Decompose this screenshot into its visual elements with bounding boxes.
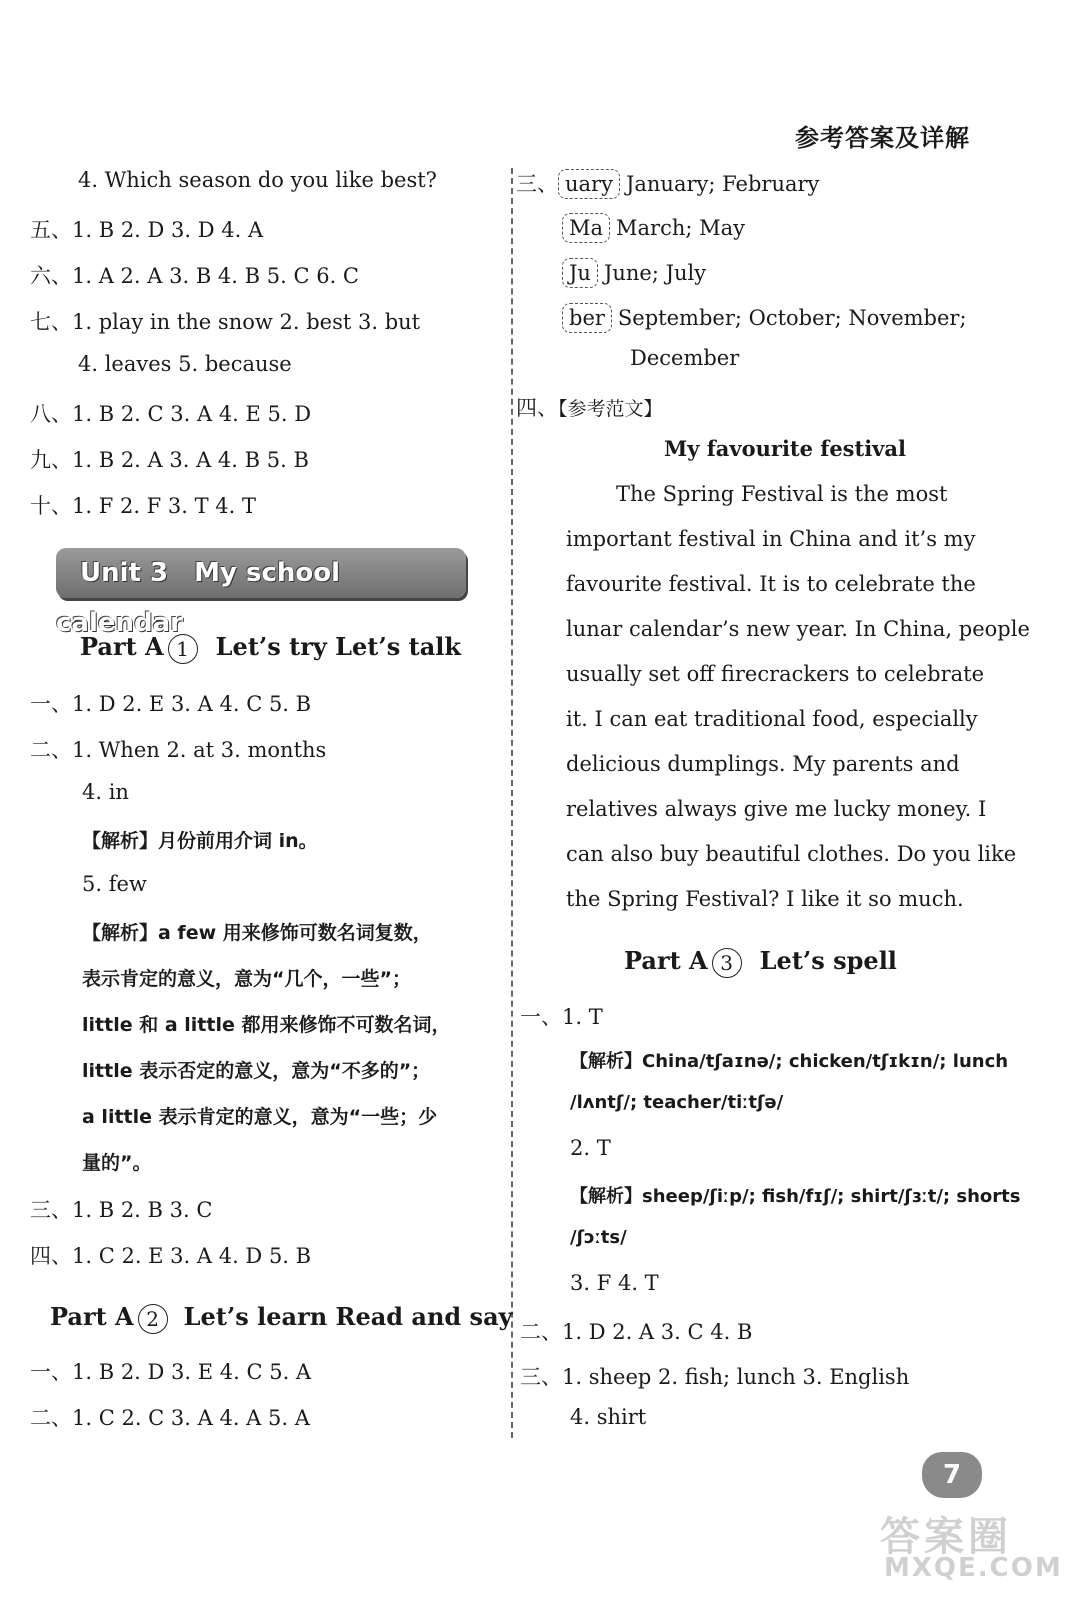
essay-title: My favourite festival <box>664 436 906 461</box>
explanation-line: /lʌntʃ/; teacher/tiːtʃə/ <box>570 1092 784 1113</box>
watermark-top: 答案圈 <box>880 1514 1012 1560</box>
explanation-line: little 表示否定的意义，意为“不多的”； <box>82 1060 431 1082</box>
answer-line: 二、1. C 2. C 3. A 4. A 5. A <box>30 1406 310 1430</box>
answer-line: 一、1. T <box>520 1005 603 1029</box>
explanation-line: 【解析】sheep/ʃiːp/; fish/fɪʃ/; shirt/ʃɜːt/; shorts <box>570 1186 1021 1207</box>
section-heading: Part A 3 Let’s spell <box>624 946 897 978</box>
answer-line: 4. Which season do you like best? <box>78 168 437 192</box>
explanation-line: 【解析】月份前用介词 in。 <box>82 830 318 852</box>
answer-line: 3. F 4. T <box>570 1271 659 1295</box>
essay-line: usually set off firecrackers to celebrate <box>566 662 985 686</box>
answer-line: 2. T <box>570 1136 611 1160</box>
answer-line: 4. shirt <box>570 1405 647 1429</box>
explanation-line: a little 表示肯定的意义，意为“一些；少 <box>82 1106 438 1128</box>
unit-banner <box>56 548 466 638</box>
watermark-bottom: MXQE.COM <box>884 1553 1063 1583</box>
answer-line: 三、1. B 2. B 3. C <box>30 1198 213 1222</box>
explanation-line: 【解析】China/tʃaɪnə/; chicken/tʃɪkɪn/; lunch <box>570 1051 1009 1072</box>
word-part-box: Ma <box>562 213 610 243</box>
answer-line: 三、1. sheep 2. fish; lunch 3. English <box>520 1365 910 1389</box>
answer-line: 十、1. F 2. F 3. T 4. T <box>30 494 257 518</box>
essay-line: relatives always give me lucky money. I <box>566 797 987 821</box>
answer-line: 七、1. play in the snow 2. best 3. but <box>30 310 421 334</box>
answer-line: 六、1. A 2. A 3. B 4. B 5. C 6. C <box>30 264 359 288</box>
answer-line: 三、 uary January; February <box>516 168 819 199</box>
word-part-box: Ju <box>562 258 598 288</box>
answer-line: December <box>630 346 740 370</box>
answer-line: 四、【参考范文】 <box>516 396 663 420</box>
page-number-badge: 7 <box>922 1452 982 1498</box>
answer-line: 四、1. C 2. E 3. A 4. D 5. B <box>30 1244 312 1268</box>
essay-line: it. I can eat traditional food, especially <box>566 707 978 731</box>
section-heading: Part A 1 Let’s try Let’s talk <box>80 632 461 664</box>
explanation-line: 量的”。 <box>82 1152 152 1174</box>
essay-line: lunar calendar’s new year. In China, people <box>566 617 1030 641</box>
answer-line: 一、1. D 2. E 3. A 4. C 5. B <box>30 692 312 716</box>
essay-line: favourite festival. It is to celebrate the <box>566 572 976 596</box>
answer-line: 一、1. B 2. D 3. E 4. C 5. A <box>30 1360 312 1384</box>
answer-line: 九、1. B 2. A 3. A 4. B 5. B <box>30 448 309 472</box>
answer-line: ber September; October; November; <box>562 303 967 333</box>
unit-title: My school calendar <box>56 558 341 638</box>
word-part-box: ber <box>562 303 612 333</box>
answer-line: 5. few <box>82 872 147 896</box>
header-title: 参考答案及详解 <box>795 123 970 152</box>
answer-line: 二、1. When 2. at 3. months <box>30 738 327 762</box>
explanation-line: 【解析】a few 用来修饰可数名词复数， <box>82 922 432 944</box>
essay-line: can also buy beautiful clothes. Do you like <box>566 842 1017 866</box>
section-number-circle: 1 <box>168 634 198 664</box>
section-heading: Part A 2 Let’s learn Read and say <box>50 1302 513 1334</box>
answer-line: Ma March; May <box>562 213 745 243</box>
essay-line: delicious dumplings. My parents and <box>566 752 960 776</box>
section-number-circle: 2 <box>138 1304 168 1334</box>
answer-line: 二、1. D 2. A 3. C 4. B <box>520 1320 753 1344</box>
explanation-line: little 和 a little 都用来修饰不可数名词， <box>82 1014 451 1036</box>
answer-line: Ju June; July <box>562 258 706 288</box>
explanation-line: /ʃɔːts/ <box>570 1227 627 1248</box>
unit-number: Unit 3 <box>80 558 169 588</box>
answer-line: 4. leaves 5. because <box>78 352 292 376</box>
explanation-line: 表示肯定的意义，意为“几个，一些”； <box>82 968 411 990</box>
watermark-logo <box>870 1505 1063 1585</box>
section-number-circle: 3 <box>712 948 742 978</box>
answer-line: 五、1. B 2. D 3. D 4. A <box>30 218 264 242</box>
essay-line: important festival in China and it’s my <box>566 527 976 551</box>
answer-line: 八、1. B 2. C 3. A 4. E 5. D <box>30 402 312 426</box>
essay-line: the Spring Festival? I like it so much. <box>566 887 964 911</box>
essay-line: The Spring Festival is the most <box>616 482 948 506</box>
column-divider <box>511 168 513 1438</box>
word-part-box: uary <box>558 169 620 199</box>
answer-line: 4. in <box>82 780 129 804</box>
